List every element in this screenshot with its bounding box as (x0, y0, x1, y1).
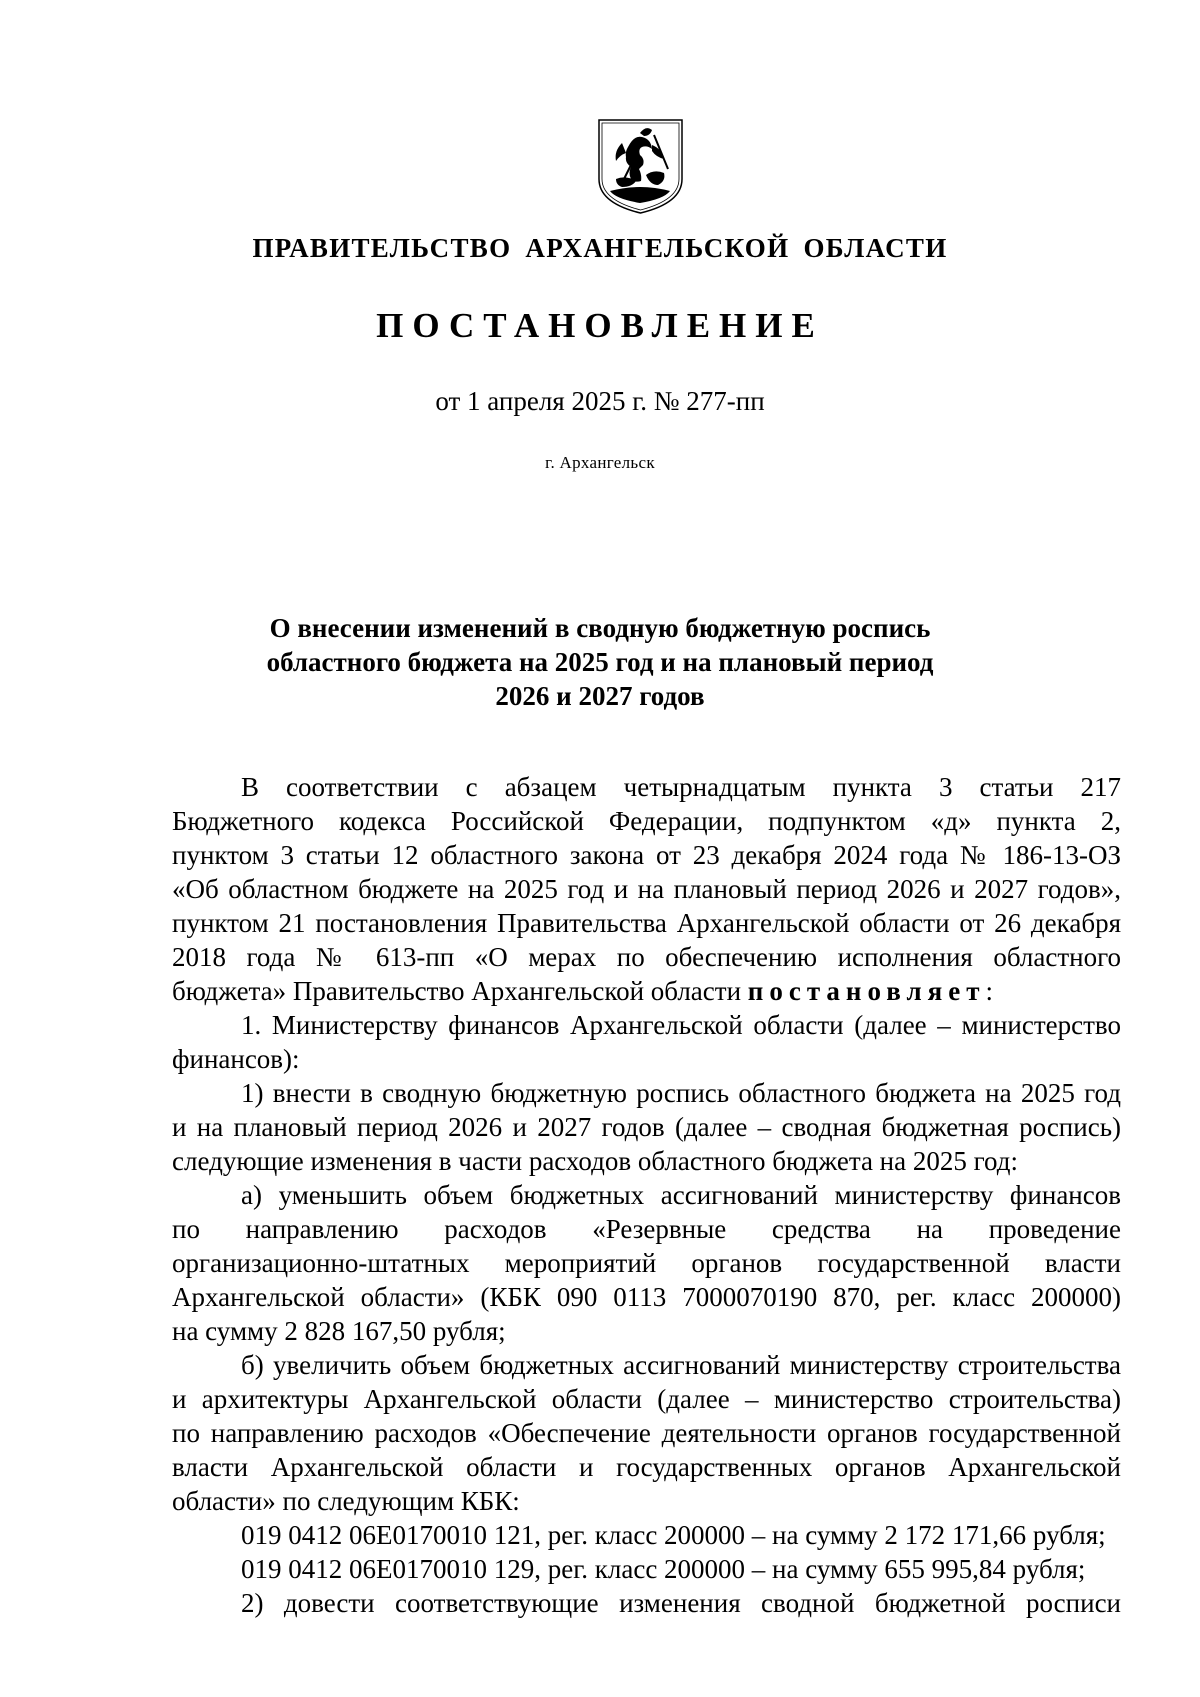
body-line: пунктом 3 статьи 12 областного закона от 23 декабря 2024 года № 186-13-ОЗ (172, 840, 1121, 870)
title-line: 2026 и 2027 годов (495, 681, 705, 711)
body-line: В соответствии с абзацем четырнадцатым пункта 3 статьи 217 (241, 772, 1121, 802)
city-name: г. Архангельск (545, 453, 655, 472)
body-line: 019 0412 06Е0170010 129, рег. класс 200000 – на сумму 655 995,84 рубля; (241, 1554, 1086, 1584)
body-line: а) уменьшить объем бюджетных ассигнований министерству финансов (241, 1180, 1121, 1210)
document-body (172, 770, 1121, 1620)
body-line: власти Архангельской области и государственных органов Архангельской (172, 1452, 1121, 1482)
body-line: «Об областном бюджете на 2025 год и на плановый период 2026 и 2027 годов», (172, 874, 1121, 904)
body-line: 2) довести соответствующие изменения сводной бюджетной росписи (241, 1588, 1121, 1618)
document-title (0, 611, 1200, 713)
body-line: пунктом 21 постановления Правительства Архангельской области от 26 декабря (172, 908, 1121, 938)
date-and-number: от 1 апреля 2025 г. № 277-пп (435, 386, 765, 416)
document-type: ПОСТАНОВЛЕНИЕ (376, 306, 824, 345)
resolves-word: постановляет (747, 976, 986, 1006)
title-line: О внесении изменений в сводную бюджетную роспись (269, 613, 931, 643)
body-line: Бюджетного кодекса Российской Федерации, подпунктом «д» пункта 2, (172, 806, 1121, 836)
body-line: 1. Министерству финансов Архангельской области (далее – министерство (241, 1010, 1121, 1040)
organization-name: ПРАВИТЕЛЬСТВО АРХАНГЕЛЬСКОЙ ОБЛАСТИ (252, 233, 948, 263)
body-line: по направлению расходов «Обеспечение деятельности органов государственной (172, 1418, 1121, 1448)
body-line: и архитектуры Архангельской области (далее – министерство строительства) (172, 1384, 1121, 1414)
body-line: и на плановый период 2026 и 2027 годов (далее – сводная бюджетная роспись) (172, 1112, 1121, 1142)
body-line: 1) внести в сводную бюджетную роспись областного бюджета на 2025 год (241, 1078, 1121, 1108)
title-line: областного бюджета на 2025 год и на плановый период (266, 647, 934, 677)
body-line: по направлению расходов «Резервные средства на проведение (172, 1214, 1121, 1244)
body-line: б) увеличить объем бюджетных ассигнований министерству строительства (241, 1350, 1121, 1380)
body-line: 019 0412 06Е0170010 121, рег. класс 200000 – на сумму 2 172 171,66 рубля; (241, 1520, 1106, 1550)
body-line: 2018 года № 613-пп «О мерах по обеспечению исполнения областного (172, 942, 1121, 972)
body-line-text: бюджета» Правительство Архангельской области (172, 976, 748, 1006)
body-line (172, 974, 1121, 1008)
body-line: области» по следующим КБК: (172, 1486, 520, 1516)
body-line: Архангельской области» (КБК 090 0113 7000070190 870, рег. класс 200000) (172, 1282, 1121, 1312)
body-line: финансов): (172, 1044, 300, 1074)
colon: : (985, 976, 994, 1006)
body-line: организационно-штатных мероприятий органов государственной власти (172, 1248, 1121, 1278)
coat-of-arms-icon (596, 117, 685, 216)
body-line: следующие изменения в части расходов областного бюджета на 2025 год: (172, 1146, 1018, 1176)
body-line: на сумму 2 828 167,50 рубля; (172, 1316, 506, 1346)
